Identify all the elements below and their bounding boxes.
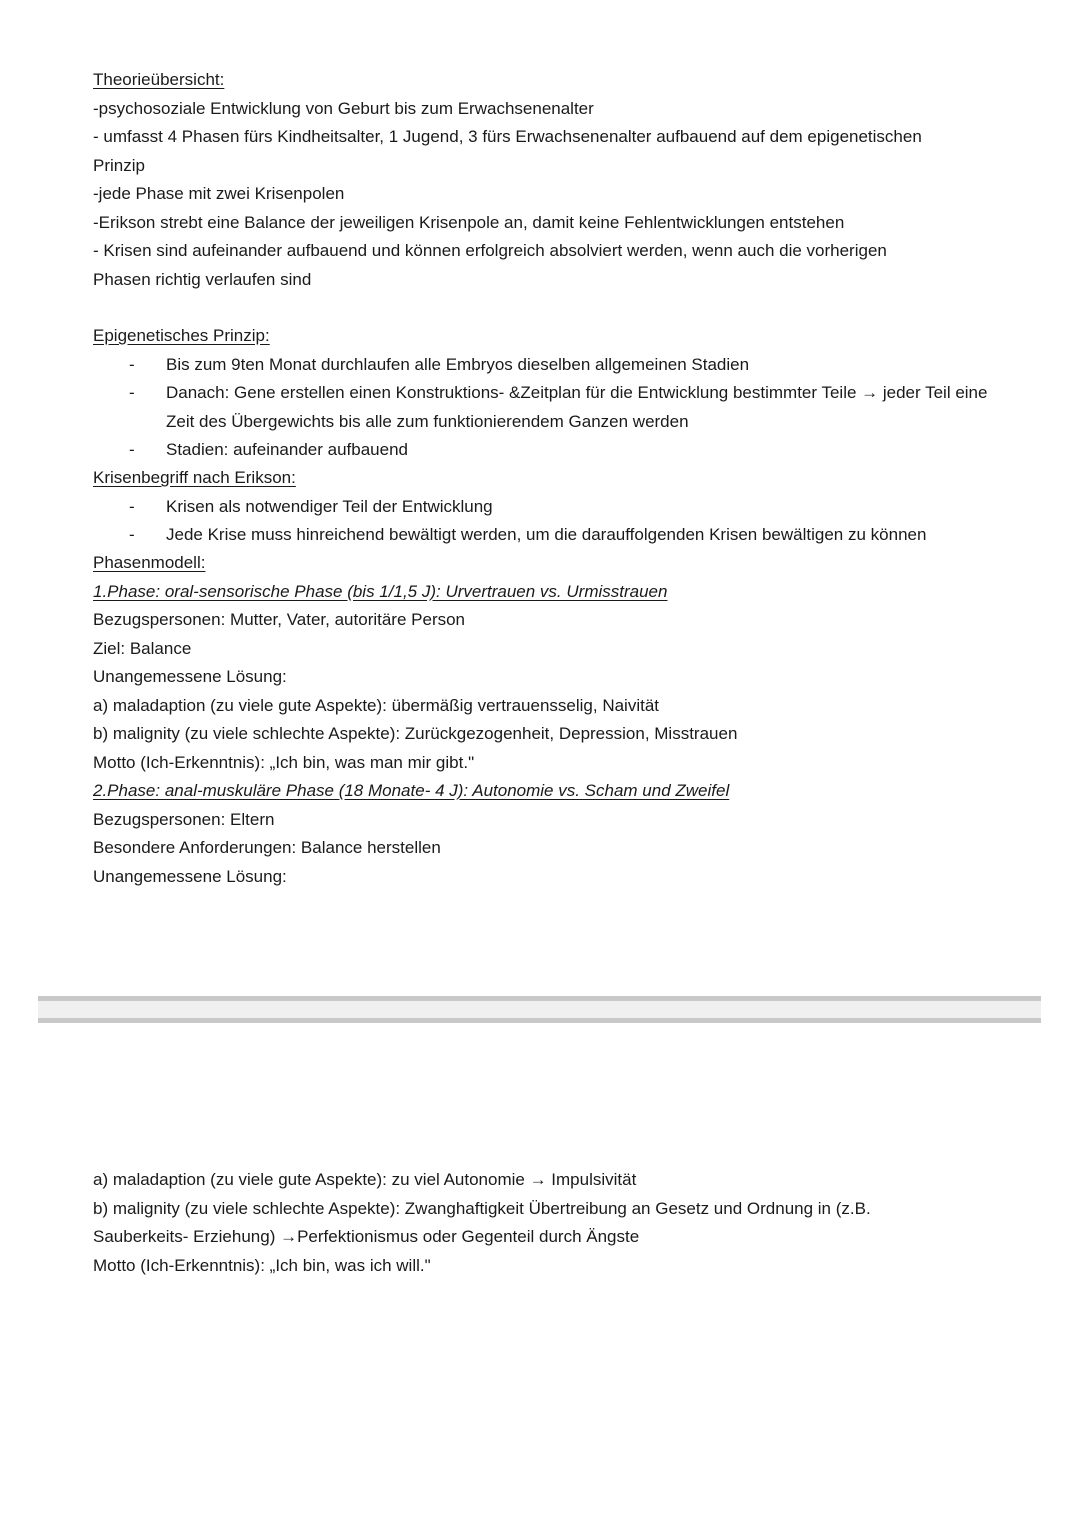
theorie-line-2: - umfasst 4 Phasen fürs Kindheitsalter, 1 Jugend, 3 fürs Erwachsenenalter aufbauend auf dem epigenetischen	[93, 127, 922, 146]
list-item: - Jede Krise muss hinreichend bewältigt werden, um die darauffolgenden Krisen bewältigen zu können	[93, 521, 1013, 550]
phasenmodell-section	[93, 549, 1013, 891]
dash-bullet-icon: -	[129, 496, 135, 516]
phase2-title: 2.Phase: anal-muskuläre Phase (18 Monate- 4 J): Autonomie vs. Scham und Zweifel	[93, 781, 730, 800]
phase2-bezug: Bezugspersonen: Eltern	[93, 809, 275, 829]
phase2-anforderungen: Besondere Anforderungen: Balance herstellen	[93, 838, 441, 857]
krisen-heading: Krisenbegriff nach Erikson:	[93, 468, 296, 487]
phase1-title: 1.Phase: oral-sensorische Phase (bis 1/1,5 J): Urvertrauen vs. Urmisstrauen	[93, 581, 668, 601]
divider-gap	[38, 1001, 1041, 1018]
theorie-heading: Theorieübersicht:	[93, 70, 225, 89]
list-item: - Krisen als notwendiger Teil der Entwicklung	[93, 493, 1013, 522]
krisen-section	[93, 464, 1013, 550]
phase2-maladaption: a) maladaption (zu viele gute Aspekte): zu viel Autonomie → Impulsivität	[93, 1170, 637, 1189]
dash-bullet-icon: -	[129, 440, 135, 459]
page-break-divider	[38, 996, 1041, 1028]
phase2-motto: Motto (Ich-Erkenntnis): „Ich bin, was ich will."	[93, 1255, 431, 1275]
krisen-list	[93, 493, 1013, 550]
epigenetisch-list	[93, 351, 1013, 465]
divider-bar	[38, 1018, 1041, 1023]
theorie-line-4: -jede Phase mit zwei Krisenpolen	[93, 184, 345, 203]
phase1-motto: Motto (Ich-Erkenntnis): „Ich bin, was man mir gibt."	[93, 752, 475, 772]
theorie-line-5: -Erikson strebt eine Balance der jeweiligen Krisenpole an, damit keine Fehlentwicklungen entstehen	[93, 212, 845, 232]
theorie-line-7: Phasen richtig verlaufen sind	[93, 269, 312, 289]
dash-bullet-icon: -	[129, 525, 135, 544]
phase2-malignity-line-2: Sauberkeits- Erziehung) →Perfektionismus oder Gegenteil durch Ängste	[93, 1227, 640, 1246]
epigenetisch-section	[93, 322, 1013, 465]
phase1-maladaption: a) maladaption (zu viele gute Aspekte): übermäßig vertrauensselig, Naivität	[93, 695, 660, 715]
phase1-bezug: Bezugspersonen: Mutter, Vater, autoritäre Person	[93, 610, 466, 629]
dash-bullet-icon: -	[129, 383, 135, 402]
theorie-line-3: Prinzip	[93, 155, 145, 175]
theorie-line-1: -psychosoziale Entwicklung von Geburt bis zum Erwachsenenalter	[93, 98, 594, 118]
phase1-ziel: Ziel: Balance	[93, 638, 192, 658]
phasenmodell-heading: Phasenmodell:	[93, 553, 206, 572]
dash-bullet-icon: -	[129, 354, 135, 374]
phase1-malignity: b) malignity (zu viele schlechte Aspekte): Zurückgezogenheit, Depression, Misstrauen	[93, 724, 738, 743]
phase1-loesung: Unangemessene Lösung:	[93, 667, 287, 686]
list-item: - Bis zum 9ten Monat durchlaufen alle Embryos dieselben allgemeinen Stadien	[93, 351, 1013, 380]
list-item: - Danach: Gene erstellen einen Konstruktions- &Zeitplan für die Entwicklung bestimmter Teile → jeder Teil eine Zeit des Übergewichts bis alle zum funktionierendem Ganzen werden	[93, 379, 1013, 436]
page2-section	[93, 1166, 1013, 1280]
epigenetisch-heading: Epigenetisches Prinzip:	[93, 326, 270, 345]
phase2-loesung: Unangemessene Lösung:	[93, 866, 287, 886]
theorie-line-6: - Krisen sind aufeinander aufbauend und können erfolgreich absolviert werden, wenn auch die vorherigen	[93, 241, 887, 260]
phase2-malignity-line-1: b) malignity (zu viele schlechte Aspekte): Zwanghaftigkeit Übertreibung an Gesetz und Ordnung in (z.B.	[93, 1198, 871, 1218]
list-item: - Stadien: aufeinander aufbauend	[93, 436, 1013, 465]
theorie-section	[93, 66, 1013, 294]
